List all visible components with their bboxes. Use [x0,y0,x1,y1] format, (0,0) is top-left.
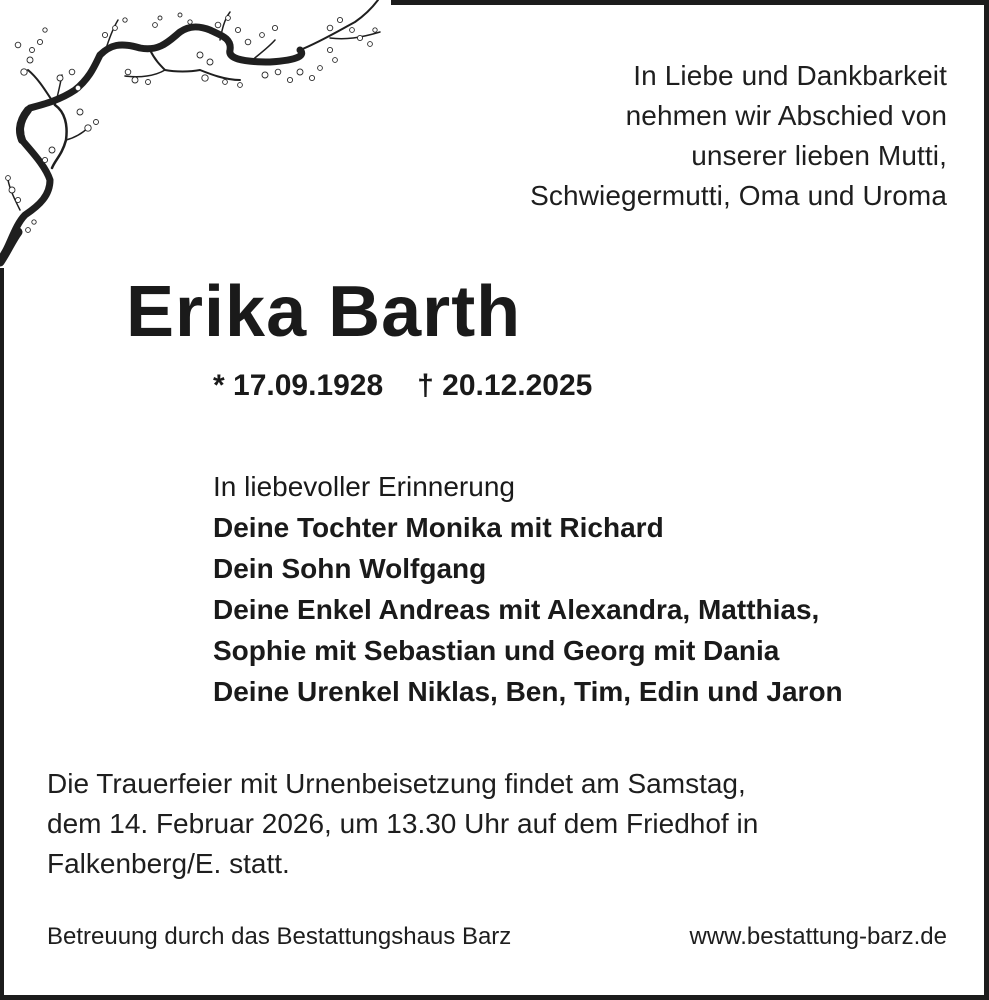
birth-date: * 17.09.1928 [213,369,384,402]
family-list [213,466,843,712]
intro-line: nehmen wir Abschied von [625,100,947,131]
service-line: Falkenberg/E. statt. [47,848,290,879]
family-member: Deine Enkel Andreas mit Alexandra, Matthias, [213,594,820,625]
undertaker-credit: Betreuung durch das Bestattungshaus Barz [47,923,512,950]
frame-border-bottom [0,995,989,1000]
service-line: dem 14. Februar 2026, um 13.30 Uhr auf dem Friedhof in [47,808,759,839]
intro-line: Schwiegermutti, Oma und Uroma [530,180,947,211]
death-date: † 20.12.2025 [417,369,593,402]
intro-text [530,56,947,216]
service-details [47,764,758,884]
blossom-branch-icon [0,0,392,270]
intro-line: unserer lieben Mutti, [691,140,947,171]
life-dates [213,366,592,406]
service-line: Die Trauerfeier mit Urnenbeisetzung findet am Samstag, [47,768,746,799]
undertaker-website-link[interactable]: www.bestattung-barz.de [689,923,947,950]
frame-border-left [0,268,4,1000]
family-member: Sophie mit Sebastian und Georg mit Dania [213,635,780,666]
deceased-name: Erika Barth [126,272,522,352]
family-member: Dein Sohn Wolfgang [213,553,487,584]
frame-border-top [391,0,989,5]
intro-line: In Liebe und Dankbarkeit [633,60,947,91]
family-lead: In liebevoller Erinnerung [213,471,515,502]
family-member: Deine Urenkel Niklas, Ben, Tim, Edin und Jaron [213,676,843,707]
frame-border-right [984,0,989,1000]
family-member: Deine Tochter Monika mit Richard [213,512,664,543]
